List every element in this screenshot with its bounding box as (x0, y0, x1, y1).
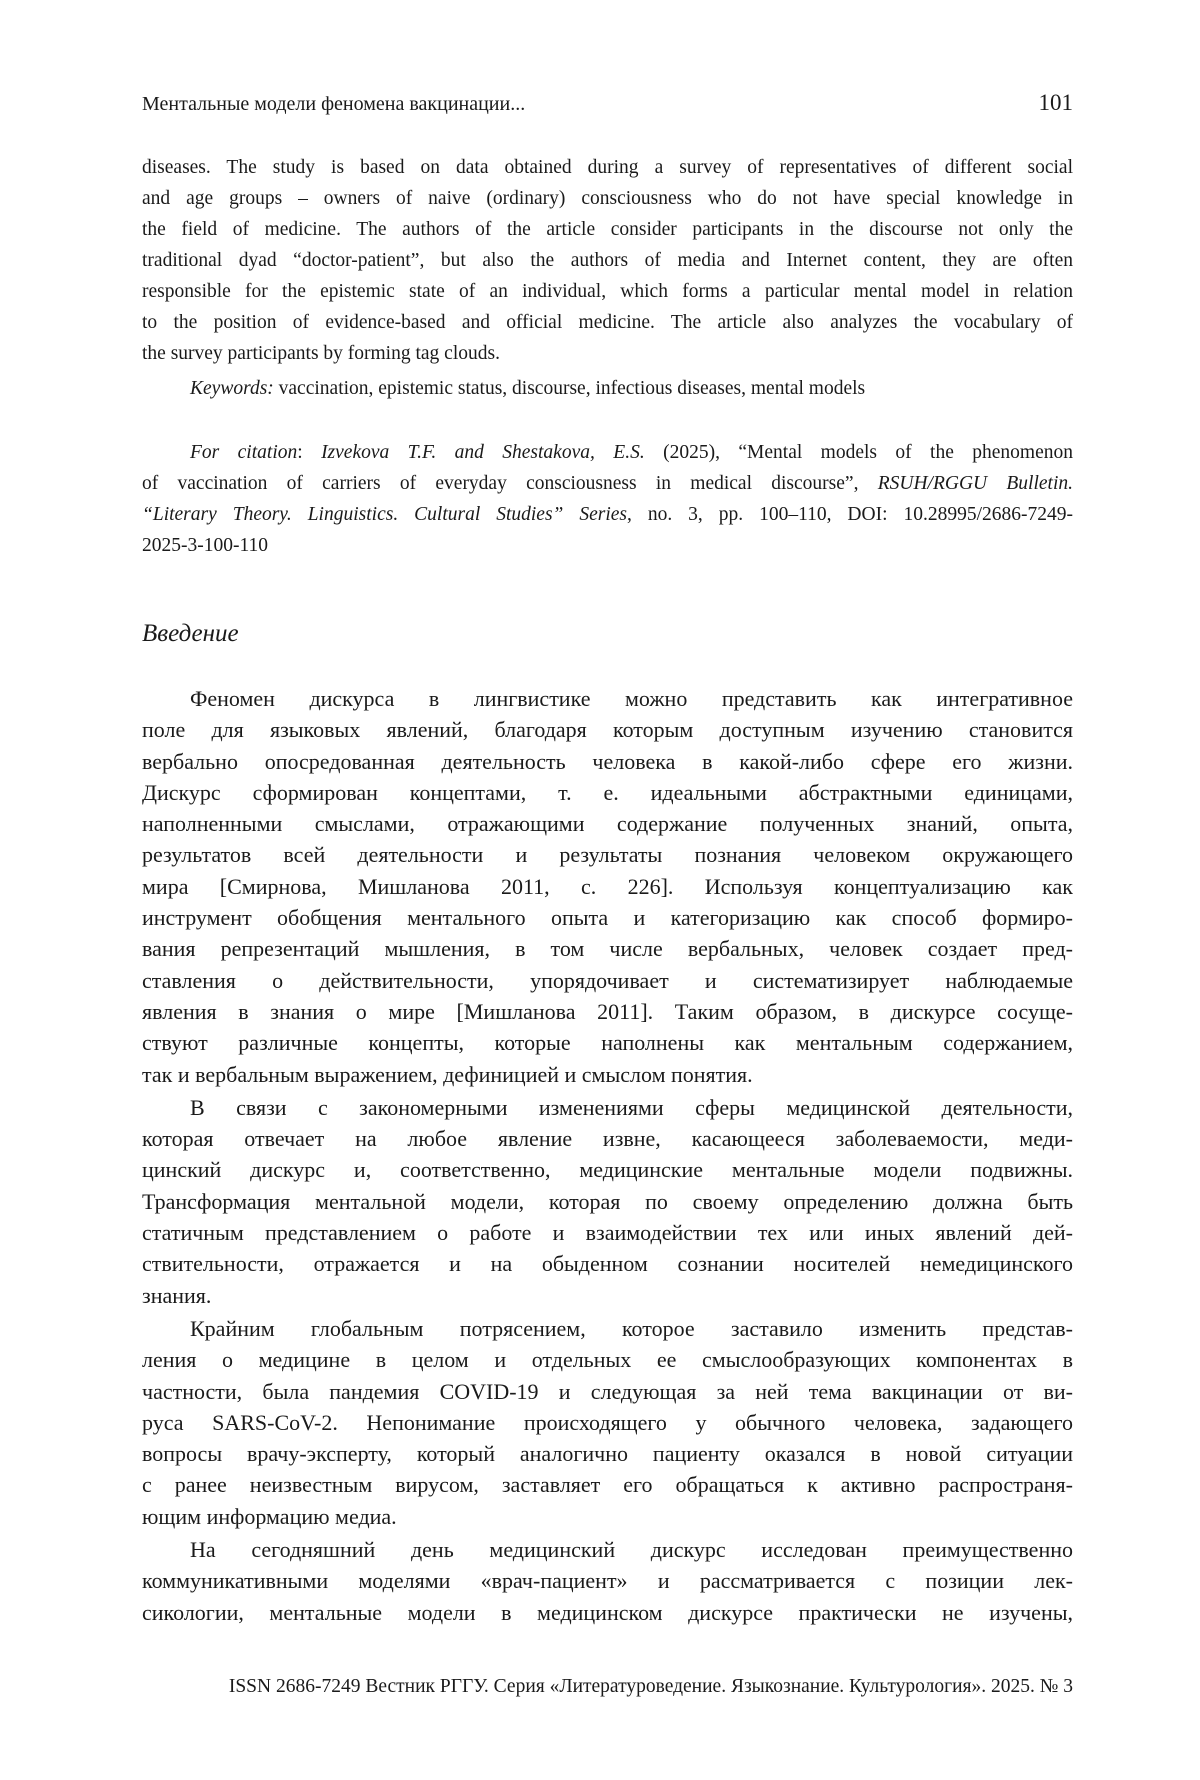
abstract-line: diseases. The study is based on data obtained during a survey of representatives of different social (142, 152, 1073, 183)
abstract-line: responsible for the epistemic state of an individual, which forms a particular mental model in relation (142, 276, 1073, 307)
citation-series: “Literary Theory. Linguistics. Cultural Studies” Series (142, 504, 627, 525)
section-heading: Введение (142, 620, 1073, 648)
body-line: ствуют различные концепты, которые наполнены как ментальным содержанием, (142, 1027, 1073, 1058)
body-line: ющим информацию медиа. (142, 1501, 1073, 1532)
body-line: руса SARS-CoV-2. Непонимание происходящего у обычного человека, задающего (142, 1407, 1073, 1438)
citation-doi-cont: 2025-3-100-110 (142, 535, 268, 556)
body-line: вания репрезентаций мышления, в том числе вербальных, человек создает пред- (142, 933, 1073, 964)
paragraph (142, 1092, 1073, 1311)
citation-line (142, 468, 1073, 499)
keywords-label: Keywords: (190, 378, 274, 399)
body-line: мира [Смирнова, Мишланова 2011, с. 226]. Используя концептуализацию как (142, 871, 1073, 902)
running-title: Ментальные модели феномена вакцинации... (142, 93, 525, 116)
body-line: ставления о действительности, упорядочивает и систематизирует наблюдаемые (142, 965, 1073, 996)
citation (142, 437, 1073, 561)
body-line: статичным представлением о работе и взаимодействии тех или иных явлений дей- (142, 1217, 1073, 1248)
body-line: частности, была пандемия COVID-19 и следующая за ней тема вакцинации от ви- (142, 1376, 1073, 1407)
citation-line (142, 530, 1073, 561)
body-line: наполненными смыслами, отражающими содержание полученных знаний, опыта, (142, 808, 1073, 839)
body-line: сикологии, ментальные модели в медицинском дискурсе практически не изучены, (142, 1597, 1073, 1628)
body-line: Крайним глобальным потрясением, которое заставило изменить представ- (142, 1313, 1073, 1344)
paragraph (142, 1534, 1073, 1628)
abstract-line: the survey participants by forming tag clouds. (142, 338, 1073, 369)
body-line: вопросы врачу-эксперту, который аналогично пациенту оказался в новой ситуации (142, 1438, 1073, 1469)
abstract-line: traditional dyad “doctor-patient”, but also the authors of media and Internet content, they are often (142, 245, 1073, 276)
citation-doi: , no. 3, pp. 100–110, DOI: 10.28995/2686-7249- (627, 504, 1073, 525)
abstract (142, 152, 1073, 369)
running-header (142, 90, 1073, 116)
abstract-line: to the position of evidence-based and official medicine. The article also analyzes the vocabulary of (142, 307, 1073, 338)
body-line: инструмент обобщения ментального опыта и категоризацию как способ формиро- (142, 902, 1073, 933)
body-line: Феномен дискурса в лингвистике можно представить как интегративное (142, 683, 1073, 714)
body-line: явления в знания о мире [Мишланова 2011]. Таким образом, в дискурсе сосуще- (142, 996, 1073, 1027)
body-line: которая отвечает на любое явление извне, касающееся заболеваемости, меди- (142, 1123, 1073, 1154)
body-line: с ранее неизвестным вирусом, заставляет его обращаться к активно распространя- (142, 1469, 1073, 1500)
citation-journal: RSUH/RGGU Bulletin. (878, 473, 1073, 494)
body-line: так и вербальным выражением, дефиницией и смыслом понятия. (142, 1059, 1073, 1090)
citation-title-cont: of vaccination of carriers of everyday consciousness in medical discourse”, (142, 473, 878, 494)
citation-title: (2025), “Mental models of the phenomenon (645, 442, 1073, 463)
body-line: знания. (142, 1280, 1073, 1311)
abstract-line: and age groups – owners of naive (ordinary) consciousness who do not have special knowledge in (142, 183, 1073, 214)
body-line: ления о медицине в целом и отдельных ее смыслообразующих компонентах в (142, 1344, 1073, 1375)
citation-label: For citation (190, 442, 297, 463)
citation-authors: Izvekova T.F. and Shestakova, E.S. (321, 442, 645, 463)
paragraph (142, 1313, 1073, 1532)
body-line: поле для языковых явлений, благодаря которым доступным изучению становится (142, 714, 1073, 745)
keywords-text: vaccination, epistemic status, discourse, infectious diseases, mental models (274, 378, 865, 399)
keywords (142, 373, 1073, 404)
body-line: результатов всей деятельности и результаты познания человеком окружающего (142, 839, 1073, 870)
body-line: коммуникативными моделями «врач-пациент» и рассматривается с позиции лек- (142, 1565, 1073, 1596)
body-line: вербально опосредованная деятельность человека в какой-либо сфере его жизни. (142, 746, 1073, 777)
body-line: цинский дискурс и, соответственно, медицинские ментальные модели подвижны. (142, 1154, 1073, 1185)
citation-colon: : (297, 442, 321, 463)
body-line: ствительности, отражается и на обыденном сознании носителей немедицинского (142, 1248, 1073, 1279)
page-number: 101 (1039, 90, 1074, 116)
body-text (142, 683, 1073, 1630)
page-footer: ISSN 2686-7249 Вестник РГГУ. Серия «Литературоведение. Языкознание. Культурология». 2025. № 3 (142, 1676, 1073, 1698)
paragraph (142, 683, 1073, 1090)
citation-line (142, 499, 1073, 530)
citation-line (142, 437, 1073, 468)
body-line: Дискурс сформирован концептами, т. е. идеальными абстрактными единицами, (142, 777, 1073, 808)
body-line: В связи с закономерными изменениями сферы медицинской деятельности, (142, 1092, 1073, 1123)
body-line: На сегодняшний день медицинский дискурс исследован преимущественно (142, 1534, 1073, 1565)
body-line: Трансформация ментальной модели, которая по своему определению должна быть (142, 1186, 1073, 1217)
abstract-line: the field of medicine. The authors of the article consider participants in the discourse not only the (142, 214, 1073, 245)
